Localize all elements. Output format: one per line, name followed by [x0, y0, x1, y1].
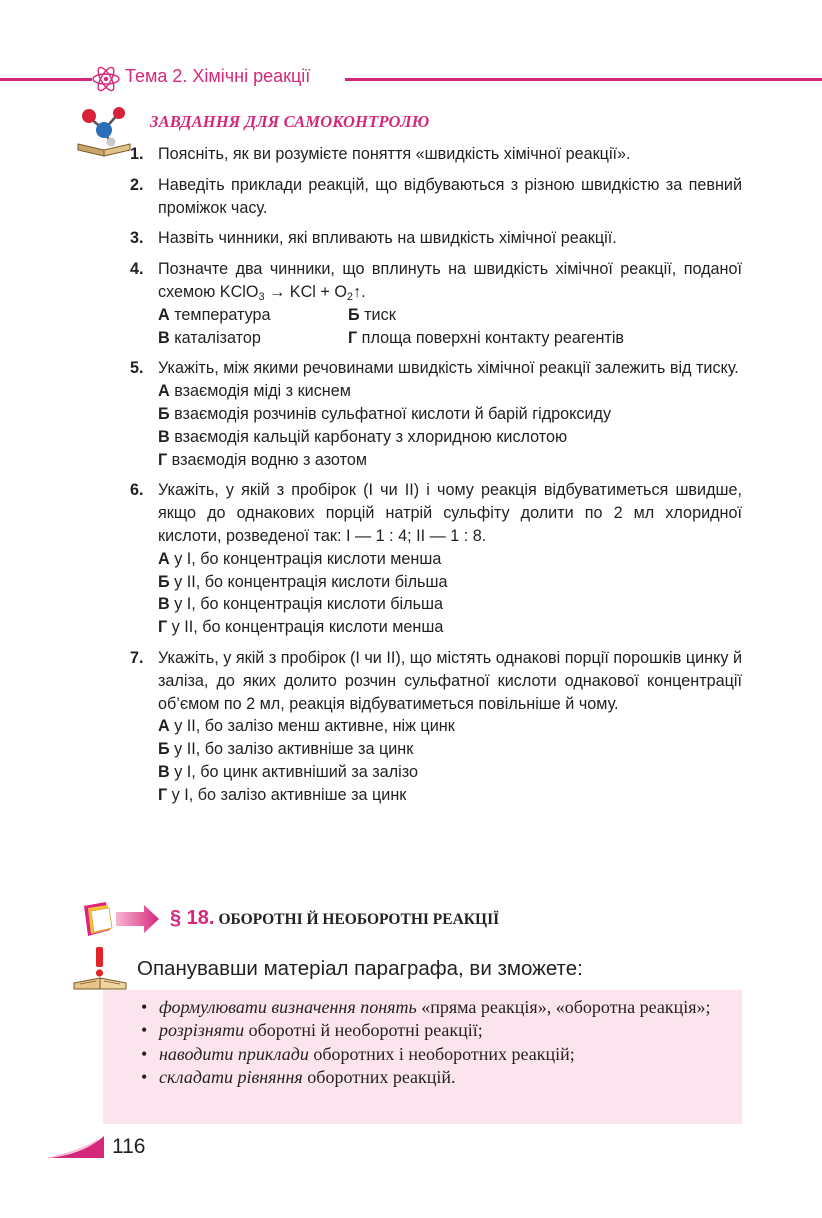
objective-item: • наводити приклади оборотних і необоротних реакцій;	[141, 1043, 733, 1066]
task-question: Назвіть чинники, які впливають на швидкість хімічної реакції.	[158, 229, 617, 248]
objectives-lead: Опанувавши матеріал параграфа, ви зможете:	[137, 957, 583, 980]
task-number: 1.	[130, 145, 144, 163]
answer-option: В у І, бо цинк активніший за залізо	[158, 762, 418, 781]
answer-option: Г площа поверхні контакту реагентів	[348, 328, 625, 347]
task-item	[130, 143, 742, 166]
answer-option: Г у І, бо залізо активніше за цинк	[158, 785, 407, 804]
task-list	[130, 143, 742, 815]
book-arrow-icon	[80, 900, 160, 938]
molecule-book-icon	[74, 100, 134, 160]
task-number: 2.	[130, 175, 144, 194]
answer-option: Б тиск	[348, 305, 396, 324]
objectives-list	[141, 996, 733, 1090]
answer-option: Г взаємодія водню з азотом	[158, 450, 367, 469]
answer-option: Б взаємодія розчинів сульфатної кислоти й барій гідроксиду	[158, 404, 612, 423]
self-control-title: ЗАВДАННЯ ДЛЯ САМОКОНТРОЛЮ	[150, 112, 430, 131]
section-title: ОБОРОТНІ Й НЕОБОРОТНІ РЕАКЦІЇ	[218, 911, 500, 928]
task-question: Укажіть, між якими речовинами швидкість хімічної реакції залежить від тиску.	[158, 359, 739, 378]
answer-option: Б у ІІ, бо концентрація кислоти більша	[158, 572, 448, 591]
task-question: Позначте два чинники, що вплинуть на швидкість хімічної реакції, поданої схемою KClO$_3$ → KCl + $O_2↑$.	[158, 260, 742, 303]
answer-option: В взаємодія кальцій карбонату з хлоридною кислотою	[158, 427, 568, 446]
task-question: Поясніть, як ви розумієте поняття «швидкість хімічної реакції».	[158, 145, 631, 163]
objective-item: • розрізняти оборотні й необоротні реакції;	[141, 1019, 733, 1042]
task-number: 3.	[130, 229, 144, 248]
answer-option: В у І, бо концентрація кислоти більша	[158, 595, 444, 614]
open-book-exclamation-icon	[72, 947, 128, 991]
atom-orbit-icon	[91, 64, 121, 94]
task-question: Укажіть, у якій з пробірок (І чи ІІ) і чому реакція відбуватиметься швидше, якщо до однакових порцій натрій сульфіту долити по 2 мл хлоридної кислоти, розведеної так: І — 1 : 4; ІІ — 1 : 8.	[158, 481, 742, 545]
task-item	[130, 174, 742, 220]
task-number: 7.	[130, 648, 144, 667]
answer-option: А температура	[158, 305, 271, 324]
task-question: Наведіть приклади реакцій, що відбуваються з різною швидкістю за певний проміжок часу.	[158, 175, 742, 217]
answer-option: А у І, бо концентрація кислоти менша	[158, 549, 442, 568]
answer-option: Г у ІІ, бо концентрація кислоти менша	[158, 618, 444, 637]
task-number: 6.	[130, 481, 144, 500]
page-number: 116	[112, 1135, 146, 1158]
task-item	[130, 357, 742, 471]
task-item	[130, 647, 742, 807]
task-item	[130, 227, 742, 250]
task-number: 5.	[130, 359, 144, 378]
task-item	[130, 258, 742, 349]
section-number: § 18.	[170, 907, 215, 929]
task-item	[130, 479, 742, 639]
chapter-title: Тема 2. Хімічні реакції	[125, 66, 311, 86]
answer-option: Б у ІІ, бо залізо активніше за цинк	[158, 740, 414, 759]
objective-item: • формулювати визначення понять «пряма реакція», «оборотна реакція»;	[141, 996, 733, 1019]
answer-option: А у ІІ, бо залізо менш активне, ніж цинк	[158, 717, 455, 736]
header-rule-left	[0, 78, 92, 81]
task-question: Укажіть, у якій з пробірок (І чи ІІ), що містять однакові порції порошків цинку й заліза, до яких долито розчин сульфатної кислоти однакової концентрації об’ємом по 2 мл, реакція відбуватиметься повільніше й чому.	[158, 648, 743, 713]
answer-option: В каталізатор	[158, 328, 261, 347]
task-number: 4.	[130, 260, 144, 279]
reaction-formula: KClO$_3$ → KCl + $O_2↑$.	[219, 282, 366, 303]
page-swoosh-icon	[48, 1134, 106, 1160]
header-rule-right	[345, 78, 822, 81]
objective-item: • складати рівняння оборотних реакцій.	[141, 1066, 733, 1089]
answer-option: А взаємодія міді з киснем	[158, 382, 351, 401]
section-heading	[170, 907, 499, 930]
